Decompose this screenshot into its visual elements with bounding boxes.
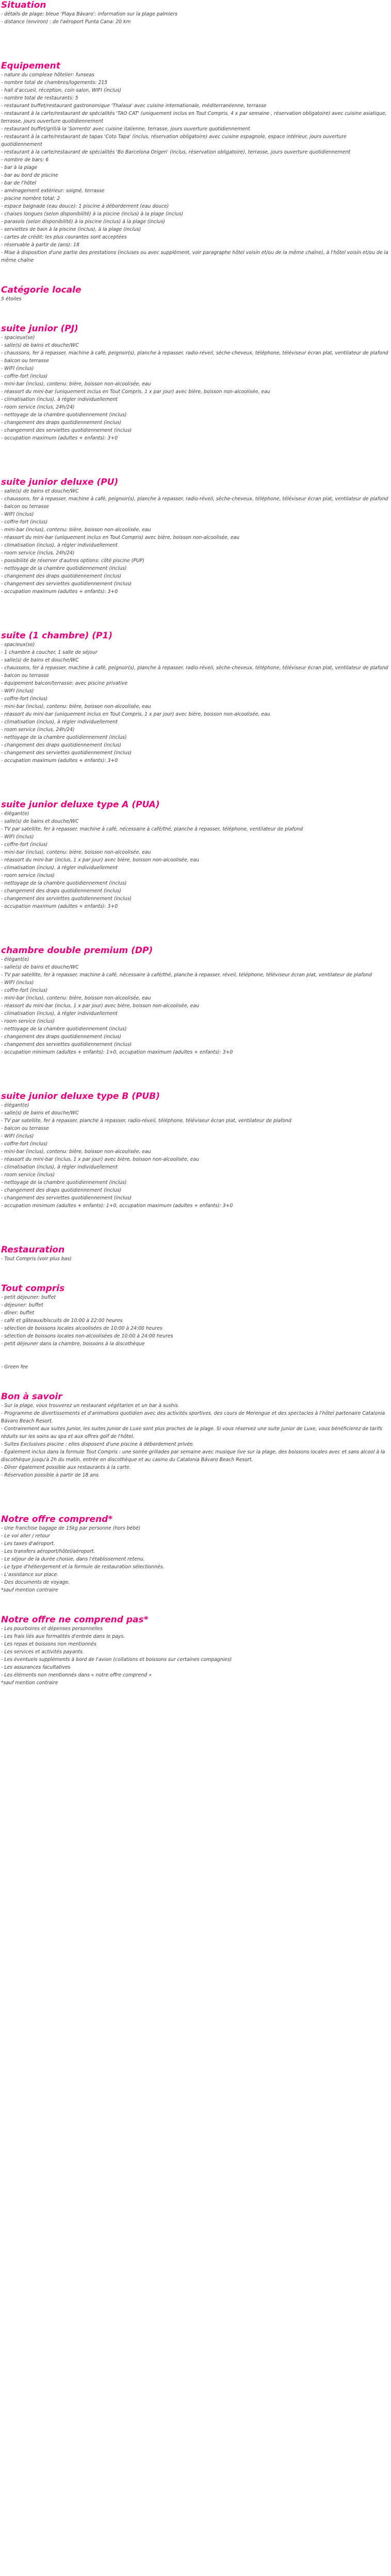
section-title: Catégorie locale [1, 285, 82, 295]
list-item: - salle(s) de bains et douche/WC [1, 1110, 79, 1116]
list-item: - changement des serviettes quotidiennement (inclus) [1, 1195, 132, 1201]
list-item: - bar au bord de piscine [1, 173, 58, 178]
list-item: - coffre-fort (inclus) [1, 519, 48, 525]
list-item: *sauf mention contraire [1, 1587, 58, 1593]
section [1, 945, 389, 1056]
list-item: - Les éléments non mentionnés dans « notre offre comprend » [1, 1672, 152, 1678]
list-item: - petit déjeuner: buffet [1, 1295, 56, 1300]
list-item: - piscine nombre total: 2 [1, 196, 60, 201]
list-item: - nettoyage de la chambre quotidiennement (inclus) [1, 880, 127, 886]
list-item: - Sur la plage, vous trouverez un restaurant végétarien et un bar à sushis. [1, 1403, 180, 1409]
list-item: - Tout Compris (voir plus bas) [1, 1256, 72, 1262]
section [1, 1392, 389, 1479]
list-item: - climatisation (inclus), à régler individuellement [1, 865, 118, 871]
list-item: - Les assurances facultatives [1, 1665, 71, 1670]
spacer [1, 442, 389, 477]
section-list [1, 1524, 389, 1594]
list-item: - Les services et activités payants. [1, 1649, 84, 1655]
section [1, 285, 389, 303]
list-item: - balcon ou terrasse [1, 673, 49, 679]
list-item: - Les pourboires et dépenses personnelles [1, 1626, 103, 1632]
list-item: *sauf mention contraire [1, 1680, 58, 1686]
list-item: - chaussons, fer à repasser, machine à café, peignoir(s), planche à repasser, radio-réveil, sèche-cheveux, téléphone, téléviseur écran plat, ventilateur de plafond [1, 665, 388, 671]
spacer [1, 1210, 389, 1245]
list-item: - Les repas et boissons non mentionnés [1, 1641, 96, 1647]
list-item: - balcon ou terrasse [1, 1126, 49, 1131]
list-item: - équipement balcon/terrasse: avec piscine privative [1, 681, 128, 686]
section-title: Bon à savoir [1, 1392, 62, 1402]
section [1, 1514, 389, 1594]
list-item: - mini-bar (inclus), contenu: bière, boisson non-alcoolisée, eau [1, 850, 151, 855]
list-item: - Programme de divertissements et d'animations quotidien avec des activités sportives, des cours de Merengue et des spectacles à l'hôtel partenaire Catalonia Bávaro Beach Resort. [1, 1411, 385, 1424]
list-item: - changement des draps quotidiennement (inclus) [1, 420, 122, 426]
list-item: - café et gâteaux/biscuits de 10:00 à 22:00 heures [1, 1318, 123, 1324]
list-item: - Mise à disposition d'une partie des prestations (incluses ou avec supplément, voir paragraphe hôtel voisin et/ou de la même chaîne), à l'hôtel voisin et/ou de la même chaîne [1, 250, 388, 263]
list-item: - chaises longues (selon disponibilité) à la piscine (inclus) à la plage (inclus) [1, 211, 184, 217]
section [1, 1091, 389, 1210]
list-item: - réassort du mini-bar (uniquement inclus en Tout Compris) avec bière, boisson non-alcoolisée, eau [1, 535, 240, 540]
section [1, 1283, 389, 1371]
section [1, 324, 389, 442]
list-item: - Dîner également possible aux restaurants à la carte. [1, 1465, 131, 1470]
list-item: - restaurant buffet/grill/à la 'Sorrento' avec cuisine italienne, terrasse, jours ouverture quotidiennement [1, 126, 250, 132]
list-item: - spacieux(se) [1, 642, 35, 648]
list-item: - petit déjeuner dans la chambre, boissons à la discothèque [1, 1341, 145, 1347]
list-item: - changement des draps quotidiennement (inclus) [1, 1188, 122, 1193]
list-item: - salle(s) de bains et douche/WC [1, 488, 79, 494]
list-item: - changement des serviettes quotidiennement (inclus) [1, 750, 132, 756]
section-title: chambre double premium (DP) [1, 945, 153, 956]
list-item: - mini-bar (inclus), contenu: bière, boisson non-alcoolisée, eau [1, 1149, 151, 1155]
list-item: - WIFI (inclus) [1, 512, 34, 517]
section-list [1, 334, 389, 442]
list-item: - changement des draps quotidiennement (inclus) [1, 573, 122, 579]
list-item: - serviettes de bain à la piscine (inclus), à la plage (inclus) [1, 227, 141, 232]
list-item: - mini-bar (inclus), contenu: bière, boisson non-alcoolisée, eau [1, 995, 151, 1001]
list-item: - occupation maximum (adultes + enfants): 3+0 [1, 904, 118, 909]
list-item: - restaurant à la carte/restaurant de tapas 'Coto Tapa' (inclus, réservation obligatoire) avec cuisine espagnole, espace intérieur, jours ouverture quotidiennement [1, 134, 347, 147]
list-item: - coffre-fort (inclus) [1, 1141, 48, 1147]
section [1, 1245, 389, 1263]
list-item: - climatisation (inclus), à régler individuellement [1, 397, 118, 402]
section-list [1, 71, 389, 264]
section [1, 0, 389, 26]
section-title: suite junior (PJ) [1, 324, 78, 334]
list-item: - Les taxes d'aéroport. [1, 1541, 55, 1547]
list-item: - changement des draps quotidiennement (inclus) [1, 742, 122, 748]
list-item: - nature du complexe hôtelier: funseas [1, 72, 94, 78]
list-item: - climatisation (inclus), à régler individuellement [1, 1164, 118, 1170]
list-item: - salle(s) de bains et douche/WC [1, 657, 79, 663]
section-list [1, 956, 389, 1056]
list-item: - Le type d'hébergement et la formule de restauration sélectionnés. [1, 1564, 165, 1570]
list-item: - détails de plage: bleue 'Playa Bávaro': information sur la plage palmiers [1, 11, 177, 17]
list-item: - WIFI (inclus) [1, 366, 34, 371]
list-item: - changement des serviettes quotidiennement (inclus) [1, 581, 132, 587]
list-item: - réassort du mini-bar (uniquement inclus en Tout Compris, 1 x par jour) avec bière, boisson non-alcoolisée, eau [1, 711, 270, 717]
list-item: - occupation maximum (adultes + enfants): 3+0 [1, 758, 118, 764]
list-item: - WIFI (inclus) [1, 980, 34, 986]
list-item: - réassort du mini-bar (inclus, 1 x par jour) avec bière, boisson non-alcoolisée, eau [1, 1003, 199, 1009]
section-list [1, 10, 389, 26]
list-item: - climatisation (inclus), à régler individuellement [1, 1011, 118, 1016]
section-title: suite junior deluxe type A (PUA) [1, 800, 160, 810]
section-list [1, 487, 389, 596]
list-item: - chaussons, fer à repasser, machine à café, peignoir(s), planche à repasser, radio-réveil, sèche-cheveux, téléphone, téléviseur écran plat, ventilateur de plafond [1, 496, 388, 502]
list-item: - nettoyage de la chambre quotidiennement (inclus) [1, 1026, 127, 1032]
list-item: - nombre total de restaurants: 5 [1, 95, 78, 101]
section-list [1, 810, 389, 910]
section-list [1, 1294, 389, 1371]
section [1, 477, 389, 596]
list-item: - room service (inclus) [1, 1019, 55, 1024]
list-item: - salle(s) de bains et douche/WC [1, 819, 79, 824]
list-item: - occupation minimum (adultes + enfants): 1+0, occupation maximum (adultes + enfants): 3+0 [1, 1203, 233, 1209]
list-item: - nettoyage de la chambre quotidiennement (inclus) [1, 1180, 127, 1185]
spacer [1, 1263, 389, 1283]
list-item: - bar à la plage [1, 165, 38, 171]
spacer [1, 1371, 389, 1392]
section-list [1, 641, 389, 765]
list-item: - coffre-fort (inclus) [1, 842, 48, 848]
list-item: - changement des draps quotidiennement (inclus) [1, 888, 122, 894]
list-item: - 1 chambre à coucher, 1 salle de séjour [1, 650, 97, 655]
list-item: - Des documents de voyage. [1, 1580, 70, 1585]
list-item: - coffre-fort (inclus) [1, 696, 48, 702]
section [1, 800, 389, 910]
list-item: - room service (inclus, 24h/24) [1, 727, 75, 733]
section-list [1, 1255, 389, 1263]
list-item: - élégant(e) [1, 957, 29, 962]
spacer [1, 1479, 389, 1514]
list-item: - nettoyage de la chambre quotidiennement (inclus) [1, 566, 127, 571]
section-title: suite junior deluxe (PU) [1, 477, 119, 487]
list-item: - aménagement extérieur: soigné, terrasse [1, 188, 105, 194]
list-item: - nombre total de chambres/logements: 215 [1, 80, 108, 86]
spacer [1, 264, 389, 285]
section-title: Notre offre comprend* [1, 1514, 113, 1524]
list-item: - room service (inclus) [1, 1172, 55, 1178]
list-item: - cartes de crédit: les plus courantes sont acceptées [1, 234, 127, 240]
section-title: Equipement [1, 61, 60, 71]
spacer [1, 910, 389, 945]
list-item: - réassort du mini-bar (uniquement inclus en Tout Compris, 1 x par jour) avec bière, boisson non-alcoolisée, eau [1, 389, 270, 395]
list-item: - bar de l'hôtel [1, 180, 36, 186]
list-item: - possibilité de réserver d'autres options: côté piscine (PUP) [1, 558, 144, 564]
section-list [1, 295, 389, 303]
section-title: suite junior deluxe type B (PUB) [1, 1091, 160, 1101]
list-item: - spacieux(se) [1, 335, 35, 341]
list-item: - coffre-fort (inclus) [1, 374, 48, 379]
list-item: - climatisation (inclus), à régler individuellement [1, 719, 118, 725]
list-item: - Contrairement aux suites Junior, les suites Junior de Luxe sont plus proches de la plage. Si vous réservez une suite Junior de Luxe, vous bénéficierez de tarifs réduits sur les soins au spa et aux offres golf de l'hôtel. [1, 1426, 382, 1439]
list-item: - Green fee [1, 1364, 28, 1370]
list-item: - TV par satellite, fer à repasser, machine à café, nécessaire à café/thé, planche à repasser, téléphone, ventilateur de plafond [1, 826, 303, 832]
list-item: - chaussons, fer à repasser, machine à café, peignoir(s), planche à repasser, radio-réveil, sèche-cheveux, téléphone, téléviseur écran plat, ventilateur de plafond [1, 350, 388, 356]
list-item: - mini-bar (inclus), contenu: bière, boisson non-alcoolisée, eau [1, 527, 151, 533]
list-item: - WIFI (inclus) [1, 1133, 34, 1139]
list-item: - restaurant à la carte/restaurant de spécialités 'Bo Barcelona Origen' (inclus, réservation obligatoire), terrasse, jours ouverture quotidiennement [1, 149, 351, 155]
list-item: - salle(s) de bains et douche/WC [1, 343, 79, 348]
list-item: - Les transfers aéroport/hôtel/aéroport. [1, 1549, 95, 1554]
list-item: - réassort du mini-bar (inclus, 1 x par jour) avec bière, boisson non-alcoolisée, eau [1, 1157, 199, 1162]
list-item: - changement des draps quotidiennement (inclus) [1, 1034, 122, 1040]
list-item: - TV par satellite, fer à repasser, planche à repasser, radio-réveil, téléphone, téléviseur écran plat, ventilateur de plafond [1, 1118, 291, 1124]
list-item: - occupation maximum (adultes + enfants): 3+0 [1, 435, 118, 441]
list-item: - Les éventuels suppléments à bord de l'avion (collations et boissons sur certaines compagnies) [1, 1657, 232, 1663]
list-item: - parasols (selon disponibilité) à la piscine (inclus) à la plage (inclus) [1, 219, 166, 225]
list-item: - salle(s) de bains et douche/WC [1, 964, 79, 970]
section-list [1, 1625, 389, 1687]
section-title: Situation [1, 0, 46, 10]
list-item: - TV par satellite, fer à repasser, machine à café, nécessaire à café/thé, planche à repasser, réveil, téléphone, téléviseur écran plat, ventilateur de plafond [1, 972, 372, 978]
list-item: - balcon ou terrasse [1, 358, 49, 364]
list-item: - changement des serviettes quotidiennement (inclus) [1, 428, 132, 433]
list-item: - room service (inclus, 24h/24) [1, 404, 75, 410]
section-title: Notre offre ne comprend pas* [1, 1615, 149, 1625]
list-item: - Le séjour de la durée choisie, dans l'établissement retenu. [1, 1556, 145, 1562]
list-item: - changement des serviettes quotidiennement (inclus) [1, 1042, 132, 1047]
list-item: - hall d'accueil, réception, coin salon, WIFI (inclus) [1, 88, 122, 93]
list-item: - restaurant buffet/restaurant gastronomique 'Thalasa' avec cuisine internationale, méditerranéenne, terrasse [1, 103, 267, 109]
list-item [1, 1355, 389, 1363]
list-item: - room service (inclus) [1, 873, 55, 878]
list-item: - élégant(e) [1, 811, 29, 817]
list-item: - sélection de boissons locales alcoolisées de 10:00 à 24:00 heures [1, 1326, 162, 1331]
spacer [1, 303, 389, 324]
list-item: - room service (inclus, 24h/24) [1, 550, 75, 556]
list-item: - climatisation (inclus), à régler individuellement [1, 543, 118, 548]
section-list [1, 1101, 389, 1210]
section [1, 61, 389, 264]
spacer [1, 1056, 389, 1091]
list-item: - Les frais liés aux formalités d'entrée dans le pays. [1, 1634, 125, 1639]
spacer [1, 765, 389, 800]
list-item: - nettoyage de la chambre quotidiennement (inclus) [1, 735, 127, 740]
list-item: - mini-bar (inclus), contenu: bière, boisson non-alcoolisée, eau [1, 704, 151, 709]
list-item: - déjeuner: buffet [1, 1302, 43, 1308]
list-item: - WIFI (inclus) [1, 834, 34, 840]
list-item: - distance (environ) : de l'aéroport Punta Cana: 20 km [1, 19, 131, 25]
list-item: - balcon ou terrasse [1, 504, 49, 510]
list-item: - Également inclus dans la formule Tout Compris : une soirée grillades par semaine avec musique live sur la plage, des boissons locales avec et sans alcool à la discothèque jusqu'à 2h du matin, entrée en discothèque et au casino du Catalonia Bávaro Beach Resort. [1, 1449, 385, 1463]
list-item: - nettoyage de la chambre quotidiennement (inclus) [1, 412, 127, 418]
list-item: - mini-bar (inclus), contenu: bière, boisson non-alcoolisée, eau [1, 381, 151, 387]
list-item: - élégant(e) [1, 1103, 29, 1108]
list-item: - restaurant à la carte/restaurant de spécialités 'TAO CAT' (uniquement inclus en Tout Compris, 4 x par semaine , réservation obligatoire) avec cuisine asiatique, terrasse, jours ouverture quotidiennement [1, 111, 387, 124]
spacer [1, 596, 389, 631]
list-item: - espace baignade (eau douce): 1 piscine à débordement (eau douce) [1, 204, 169, 209]
list-item: - réservable à partir de (ans): 18 [1, 242, 79, 248]
list-item: - changement des serviettes quotidiennement (inclus) [1, 896, 132, 902]
section [1, 1615, 389, 1687]
list-item: - dîner: buffet [1, 1310, 35, 1316]
spacer [1, 26, 389, 61]
list-item: - Le vol aller / retour [1, 1533, 50, 1539]
list-item: - coffre-fort (inclus) [1, 988, 48, 993]
list-item: - sélection de boissons locales non-alcoolisées de 10:00 à 24:00 heures [1, 1333, 173, 1339]
list-item: - nombre de bars: 6 [1, 157, 49, 163]
list-item: - Suites Exclusives piscine : elles disposent d'une piscine à débordement privée. [1, 1442, 194, 1447]
list-item: 5 étoiles [1, 296, 22, 302]
list-item: - occupation maximum (adultes + enfants): 3+0 [1, 589, 118, 595]
list-item [1, 1348, 389, 1355]
list-item: - Réservation possible à partir de 18 ans. [1, 1472, 100, 1478]
spacer [1, 1594, 389, 1615]
section-list [1, 1402, 389, 1479]
list-item: - Une franchise bagage de 15kg par personne (hors bébé) [1, 1526, 141, 1531]
list-item: - L'assistance sur place. [1, 1572, 59, 1578]
list-item: - réassort du mini-bar (inclus, 1 x par jour) avec bière, boisson non-alcoolisée, eau [1, 857, 199, 863]
section-title: Tout compris [1, 1283, 65, 1294]
section [1, 631, 389, 765]
list-item: - WIFI (inclus) [1, 688, 34, 694]
section-title: Restauration [1, 1245, 65, 1255]
list-item: - occupation minimum (adultes + enfants): 1+0, occupation maximum (adultes + enfants): 3+0 [1, 1049, 233, 1055]
section-title: suite (1 chambre) (P1) [1, 631, 113, 641]
